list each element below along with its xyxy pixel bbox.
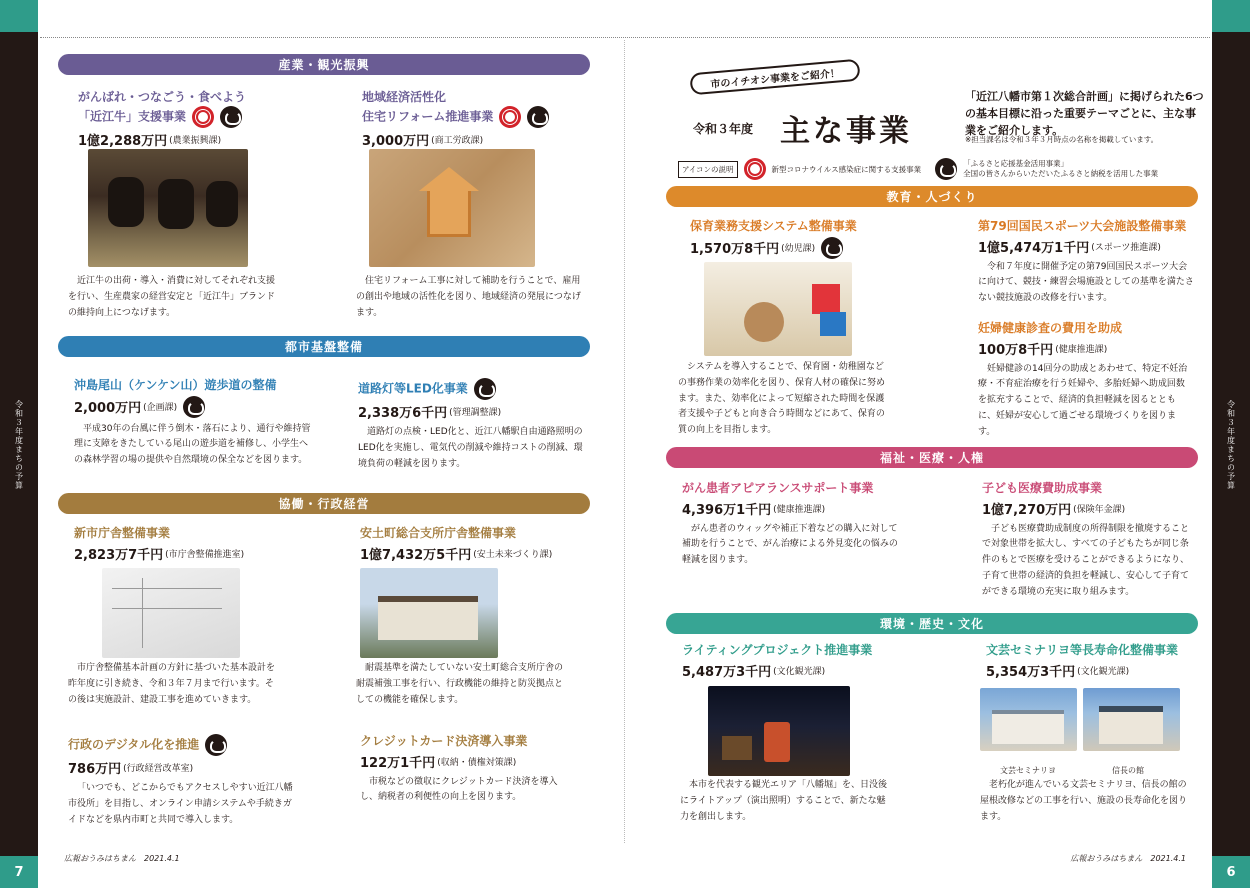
item-cancer-appearance: がん患者アピアランスサポート事業 4,396万1千円 (健康推進課) がん患者のウィッグや補正下着などの購入に対して補助を行うことで、がん治療による外見変化の悩みの軽減を図ります。 xyxy=(682,481,902,569)
item-childcare-system xyxy=(690,219,940,259)
item-desc-block: 近江牛の出荷・導入・消費に対してそれぞれ支援を行い、生産農家の経営安定と「近江牛」ブランドの維持向上につなげます。 xyxy=(68,276,276,318)
item-title: 安土町総合支所庁舎整備事業 xyxy=(360,526,517,540)
item-amount: 100万8千円 (健康推進課) xyxy=(978,342,1108,358)
item-desc-block: 市庁舎整備基本計画の方針に基づいた基本設計を昨年度に引き続き、令和３年７月まで行います。その後は実施設計、建設工事を進めていきます。 xyxy=(68,663,276,705)
item-title: がん患者アピアランスサポート事業 xyxy=(682,481,874,495)
item-maternity-checkup: 妊婦健康診査の費用を助成 100万8千円 (健康推進課) 妊婦健診の14回分の助成とあわせて、特定不妊治療・不育症治療を行う妊婦や、多胎妊婦へ助成回数を拡充することで、経済的負担軽減を図るとともに、妊婦が安心して過ごせる環境づくりを図ります。 xyxy=(978,321,1188,437)
side-label-right: 令和３年度まちの予算 xyxy=(1226,400,1236,490)
page-number-right: 6 xyxy=(1212,856,1250,888)
furusato-icon xyxy=(474,378,496,400)
item-new-city-hall xyxy=(74,526,304,563)
item-desc-block: 耐震基準を満たしていない安土町総合支所庁舎の耐震補強工事を行い、行政機能の維持と防災拠点としての機能を確保します。 xyxy=(356,663,564,705)
item-title: 子ども医療費助成事業 xyxy=(982,481,1103,495)
page-title: 主な事業 xyxy=(780,114,912,149)
item-lighting-project xyxy=(682,643,922,680)
left-edge-bar xyxy=(0,0,38,888)
item-amount: 122万1千円 (収納・債権対策課) xyxy=(360,755,517,771)
center-divider xyxy=(624,40,625,843)
item-amount: 1億7,432万5千円 (安土未来づくり課) xyxy=(360,547,553,563)
covid-icon xyxy=(499,106,521,128)
legend-furusato: 「ふるさと応援基金活用事業」 全国の皆さんからいただいたふるさと納税を活用した事業 xyxy=(963,159,1159,178)
item-credit-card: クレジットカード決済導入事業 122万1千円 (収納・債権対策課) 市税などの徴収にクレジットカード決済を導入し、納税者の利便性の向上を図ります。 xyxy=(360,734,570,806)
icon-legend xyxy=(678,158,1158,180)
covid-icon xyxy=(744,158,766,180)
section-band-administration: 協働・行政経営 xyxy=(58,493,590,514)
photo-house-tools xyxy=(369,149,535,267)
header-note: ※担当課名は令和３年３月時点の名称を掲載しています。 xyxy=(965,135,1159,144)
legend-label: アイコンの説明 xyxy=(678,161,738,178)
legend-covid: 新型コロナウイルス感染症に関する支援事業 xyxy=(771,164,922,174)
item-omi-beef xyxy=(78,90,328,149)
item-amount: 4,396万1千円 (健康推進課) xyxy=(682,502,826,518)
item-title-2: 住宅リフォーム推進事業 xyxy=(362,106,592,128)
item-amount: 1,570万8千円 (幼児課) xyxy=(690,237,940,259)
item-title: 沖島尾山（ケンケン山）遊歩道の整備 xyxy=(74,378,277,392)
item-amount: 5,487万3千円 (文化観光課) xyxy=(682,664,826,680)
photo-cattle xyxy=(88,149,248,267)
top-rule xyxy=(40,37,1210,38)
item-amount: 786万円 (行政経営改革室) xyxy=(68,762,194,777)
item-seminario xyxy=(986,643,1196,680)
header-year: 令和３年度 xyxy=(693,122,754,136)
item-amount: 2,338万6千円 (管理調整課) xyxy=(358,406,502,421)
item-title-2: 「近江牛」支援事業 xyxy=(78,106,328,128)
item-title: 第79回国民スポーツ大会施設整備事業 xyxy=(978,219,1187,233)
page-number-left: 7 xyxy=(0,856,38,888)
section-band-industry: 産業・観光振興 xyxy=(58,54,590,75)
item-housing-reform xyxy=(362,90,592,149)
section-band-infrastructure: 都市基盤整備 xyxy=(58,336,590,357)
side-label-left: 令和３年度まちの予算 xyxy=(14,400,24,490)
item-amount: 5,354万3千円 (文化観光課) xyxy=(986,664,1130,680)
section-band-welfare: 福祉・医療・人権 xyxy=(666,447,1198,468)
header-intro: 「近江八幡市第１次総合計画」に掲げられた6つの基本目標に沿った重要テーマごとに、主な事業をご紹介します。 xyxy=(965,90,1204,138)
item-title: 道路灯等LED化事業 xyxy=(358,378,590,400)
furusato-icon xyxy=(220,106,242,128)
item-title: 行政のデジタル化を推進 xyxy=(68,734,298,756)
item-amount: 1億5,474万1千円 (スポーツ推進課) xyxy=(978,240,1161,256)
item-led-lights: 道路灯等LED化事業 2,338万6千円 (管理調整課) 道路灯の点検・LED化と、近江八幡駅自由通路照明のLED化を実施し、電気代の削減や維持コストの削減、環境負荷の軽減を図ります。 xyxy=(358,378,590,472)
item-title: 文芸セミナリヨ等長寿命化整備事業 xyxy=(986,643,1179,657)
item-amount: 2,000万円 (企画課) xyxy=(74,396,314,418)
photo-blueprint xyxy=(102,568,240,658)
furusato-icon xyxy=(527,106,549,128)
item-child-medical: 子ども医療費助成事業 1億7,270万円 (保険年金課) 子ども医療費助成制度の所得制限を撤廃することで対象世帯を拡大し、すべての子どもたちが同じ条件のもとで医療を受けることができるようになり、子育て世帯の経済的負担を軽減し、安心して子育てができる環境の充実に取り組みます。 xyxy=(982,481,1192,600)
item-amount: 2,823万7千円 (市庁舎整備推進室) xyxy=(74,547,245,563)
furusato-icon xyxy=(205,734,227,756)
section-band-education: 教育・人づくり xyxy=(666,186,1198,207)
item-title: 地域経済活性化 xyxy=(362,90,447,104)
photo-azuchi-building xyxy=(360,568,498,658)
covid-icon xyxy=(192,106,214,128)
header-tag: 市のイチオシ事業をご紹介！ xyxy=(689,59,860,96)
item-amount: 1億2,288万円 (農業振興課) xyxy=(78,133,222,149)
item-title: 妊婦健康診査の費用を助成 xyxy=(978,321,1123,335)
item-okishima-trail: 沖島尾山（ケンケン山）遊歩道の整備 2,000万円 (企画課) 平成30年の台風に伴う倒木・落石により、通行や維持管理に支障をきたしている尾山の遊歩道を補修し、小学生への森林学習の場の提供や自然環境の保全などを図ります。 xyxy=(74,378,314,469)
caption-nobunaga: 信長の館 xyxy=(1112,766,1144,775)
item-amount: 3,000万円 (商工労政課) xyxy=(362,133,484,149)
furusato-icon xyxy=(935,158,957,180)
photo-nobunaga-yakata xyxy=(1083,688,1180,751)
item-amount: 1億7,270万円 (保険年金課) xyxy=(982,502,1126,518)
item-title: 保育業務支援システム整備事業 xyxy=(690,219,857,233)
photo-seminario xyxy=(980,688,1077,751)
item-sports-facility: 第79回国民スポーツ大会施設整備事業 1億5,474万1千円 (スポーツ推進課) 令和７年度に開催予定の第79回国民スポーツ大会に向けて、競技・練習会場施設としての基準を満たさない競技施設の改修を行います。 xyxy=(978,219,1196,307)
item-desc-block: 住宅リフォーム工事に対して補助を行うことで、雇用の創出や地域の活性化を図り、地域経済の発展につなげます。 xyxy=(356,276,581,318)
item-title: クレジットカード決済導入事業 xyxy=(360,734,528,748)
footer-left: 広報おうみはちまん 2021.4.1 xyxy=(64,854,180,863)
footer-right: 広報おうみはちまん 2021.4.1 xyxy=(1070,854,1186,863)
item-desc-block: 老朽化が進んでいる文芸セミナリヨ、信長の館の屋根改修などの工事を行い、施設の長寿命化を図ります。 xyxy=(980,780,1188,822)
photo-hachimanbori-night xyxy=(708,686,850,776)
item-title: ライティングプロジェクト推進事業 xyxy=(682,643,873,657)
item-digital: 行政のデジタル化を推進 786万円 (行政経営改革室) 「いつでも、どこからでもアクセスしやすい近江八幡市役所」を目指し、オンライン申請システムや手続きガイドなどを県内市町と共同で導入します。 xyxy=(68,734,298,828)
item-azuchi-office xyxy=(360,526,590,563)
furusato-icon xyxy=(821,237,843,259)
photo-childcare xyxy=(704,262,852,356)
item-desc-block: システムを導入することで、保育園・幼稚園などの事務作業の効率化を図り、保育人材の確保に努めます。また、効率化によって短縮された時間を保護者支援や子どもと向き合う時間などにあて、保育の質の向上を目指します。 xyxy=(678,362,886,435)
section-band-environment: 環境・歴史・文化 xyxy=(666,613,1198,634)
item-title: がんばれ・つなごう・食べよう xyxy=(78,90,247,104)
furusato-icon xyxy=(183,396,205,418)
item-title: 新市庁舎整備事業 xyxy=(74,526,171,540)
caption-seminario: 文芸セミナリヨ xyxy=(1000,766,1056,775)
item-desc-block: 本市を代表する観光エリア「八幡堀」を、日没後にライトアップ（演出照明）することで、新たな魅力を創出します。 xyxy=(680,780,888,822)
right-edge-bar xyxy=(1212,0,1250,888)
